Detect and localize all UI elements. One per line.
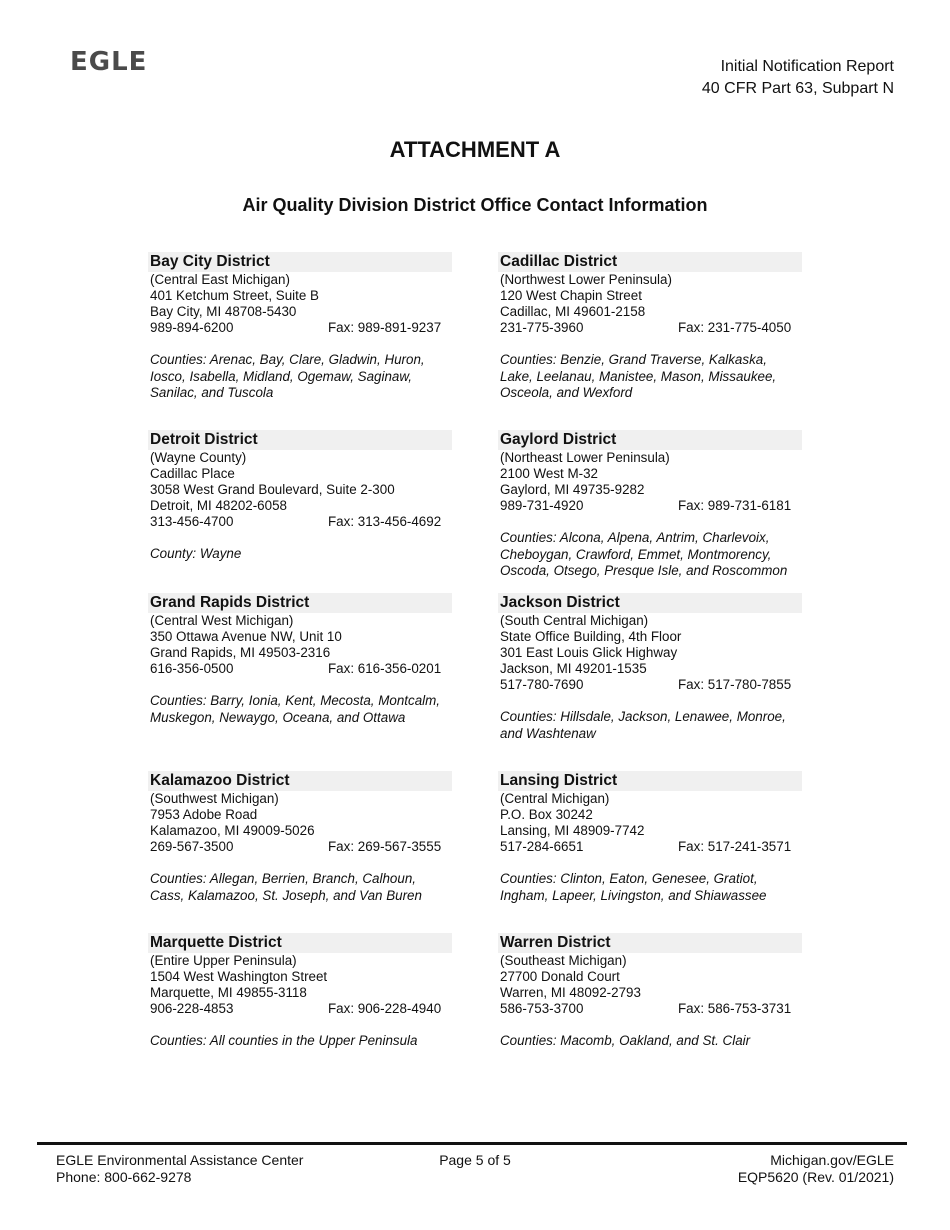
egle-logo: EGLE — [70, 47, 148, 77]
footer-phone: Phone: 800-662-9278 — [56, 1169, 192, 1185]
office-phone: 269-567-3500 — [150, 839, 234, 855]
office-fax: Fax: 906-228-4940 — [328, 1001, 442, 1017]
office-city: Cadillac, MI 49601-2158 — [500, 304, 646, 320]
office-region: (Central Michigan) — [500, 791, 610, 806]
office-counties: Counties: Arenac, Bay, Clare, Gladwin, Huron, Iosco, Isabella, Midland, Ogemaw, Saginaw, Sanilac, and Tuscola — [150, 352, 425, 400]
attachment-title: ATTACHMENT A — [389, 137, 561, 162]
office-region: (Wayne County) — [150, 450, 247, 465]
report-title: Initial Notification Report — [720, 58, 894, 75]
office-grand-rapids — [148, 593, 452, 726]
office-warren — [498, 933, 802, 1050]
office-lansing — [498, 771, 802, 904]
office-region: (Northeast Lower Peninsula) — [500, 450, 670, 465]
office-name: Warren District — [498, 933, 802, 953]
office-counties: County: Wayne — [150, 546, 242, 562]
office-phone: 313-456-4700 — [150, 514, 234, 530]
office-city: Jackson, MI 49201-1535 — [500, 661, 647, 677]
regulation-reference: 40 CFR Part 63, Subpart N — [701, 80, 894, 97]
office-city: Kalamazoo, MI 49009-5026 — [150, 823, 315, 839]
office-cadillac — [498, 252, 802, 401]
office-name: Cadillac District — [498, 252, 802, 272]
office-region: (Central West Michigan) — [150, 613, 294, 628]
office-address: 7953 Adobe Road — [150, 807, 258, 823]
office-phone: 906-228-4853 — [150, 1001, 234, 1017]
office-region: (Southeast Michigan) — [500, 953, 627, 968]
office-city: Marquette, MI 49855-3118 — [150, 985, 307, 1001]
office-kalamazoo — [148, 771, 452, 904]
office-region: (Entire Upper Peninsula) — [150, 953, 297, 968]
office-city: Gaylord, MI 49735-9282 — [500, 482, 645, 498]
page-subtitle: Air Quality Division District Office Contact Information — [242, 195, 708, 215]
office-counties: Counties: Benzie, Grand Traverse, Kalkaska, Lake, Leelanau, Manistee, Mason, Missaukee, Osceola, and Wexford — [500, 352, 777, 400]
footer-center-name: EGLE Environmental Assistance Center — [56, 1152, 304, 1168]
office-counties: Counties: Hillsdale, Jackson, Lenawee, Monroe, and Washtenaw — [500, 709, 786, 741]
office-fax: Fax: 231-775-4050 — [678, 320, 792, 336]
office-fax: Fax: 269-567-3555 — [328, 839, 442, 855]
office-region: (South Central Michigan) — [500, 613, 649, 628]
office-address: P.O. Box 30242 — [500, 807, 593, 823]
office-name: Detroit District — [148, 430, 452, 450]
office-address: 120 West Chapin Street — [500, 288, 642, 304]
office-address: 401 Ketchum Street, Suite B — [150, 288, 319, 304]
office-counties: Counties: Clinton, Eaton, Genesee, Gratiot, Ingham, Lapeer, Livingston, and Shiawassee — [500, 871, 767, 903]
office-phone: 586-753-3700 — [500, 1001, 584, 1017]
office-fax: Fax: 989-731-6181 — [678, 498, 792, 514]
office-phone: 517-284-6651 — [500, 839, 584, 855]
office-city: Bay City, MI 48708-5430 — [150, 304, 297, 320]
page-number: Page 5 of 5 — [439, 1152, 511, 1168]
office-name: Lansing District — [498, 771, 802, 791]
footer-website: Michigan.gov/EGLE — [770, 1152, 894, 1168]
office-city: Lansing, MI 48909-7742 — [500, 823, 645, 839]
office-name: Gaylord District — [498, 430, 802, 450]
office-name: Jackson District — [498, 593, 802, 613]
office-name: Marquette District — [148, 933, 452, 953]
office-city: Grand Rapids, MI 49503-2316 — [150, 645, 331, 661]
office-address: 350 Ottawa Avenue NW, Unit 10 — [150, 629, 342, 645]
office-region: (Central East Michigan) — [150, 272, 290, 287]
office-counties: Counties: Alcona, Alpena, Antrim, Charlevoix, Cheboygan, Crawford, Emmet, Montmorency, Oscoda, Otsego, Presque Isle, and Roscommon — [500, 530, 788, 578]
office-counties: Counties: All counties in the Upper Peninsula — [150, 1033, 418, 1049]
footer-right — [738, 1152, 894, 1186]
office-building: State Office Building, 4th Floor — [500, 629, 682, 645]
office-building: Cadillac Place — [150, 466, 235, 482]
office-address: 27700 Donald Court — [500, 969, 620, 985]
office-fax: Fax: 517-241-3571 — [678, 839, 792, 855]
office-fax: Fax: 989-891-9237 — [328, 320, 442, 336]
office-region: (Northwest Lower Peninsula) — [500, 272, 672, 287]
office-phone: 517-780-7690 — [500, 677, 584, 693]
office-counties: Counties: Allegan, Berrien, Branch, Calhoun, Cass, Kalamazoo, St. Joseph, and Van Buren — [150, 871, 422, 903]
office-phone: 989-894-6200 — [150, 320, 234, 336]
office-address: 301 East Louis Glick Highway — [500, 645, 678, 661]
office-detroit — [148, 430, 452, 563]
footer-divider — [37, 1142, 907, 1145]
office-phone: 989-731-4920 — [500, 498, 584, 514]
office-city: Warren, MI 48092-2793 — [500, 985, 641, 1001]
office-name: Bay City District — [148, 252, 452, 272]
office-fax: Fax: 313-456-4692 — [328, 514, 442, 530]
report-header — [702, 56, 894, 100]
office-counties: Counties: Macomb, Oakland, and St. Clair — [500, 1033, 751, 1049]
office-address: 1504 West Washington Street — [150, 969, 328, 985]
office-address: 2100 West M-32 — [500, 466, 598, 482]
office-gaylord — [498, 430, 802, 579]
office-region: (Southwest Michigan) — [150, 791, 279, 806]
office-marquette — [148, 933, 452, 1050]
office-phone: 231-775-3960 — [500, 320, 584, 336]
office-address: 3058 West Grand Boulevard, Suite 2-300 — [150, 482, 395, 498]
office-counties: Counties: Barry, Ionia, Kent, Mecosta, Montcalm, Muskegon, Newaygo, Oceana, and Ottawa — [150, 693, 441, 725]
office-fax: Fax: 517-780-7855 — [678, 677, 792, 693]
office-name: Grand Rapids District — [148, 593, 452, 613]
office-name: Kalamazoo District — [148, 771, 452, 791]
office-jackson — [498, 593, 802, 742]
office-city: Detroit, MI 48202-6058 — [150, 498, 287, 514]
office-phone: 616-356-0500 — [150, 661, 234, 677]
footer-form-id: EQP5620 (Rev. 01/2021) — [737, 1169, 894, 1185]
office-bay-city — [148, 252, 452, 401]
office-fax: Fax: 616-356-0201 — [328, 661, 442, 677]
office-fax: Fax: 586-753-3731 — [678, 1001, 792, 1017]
